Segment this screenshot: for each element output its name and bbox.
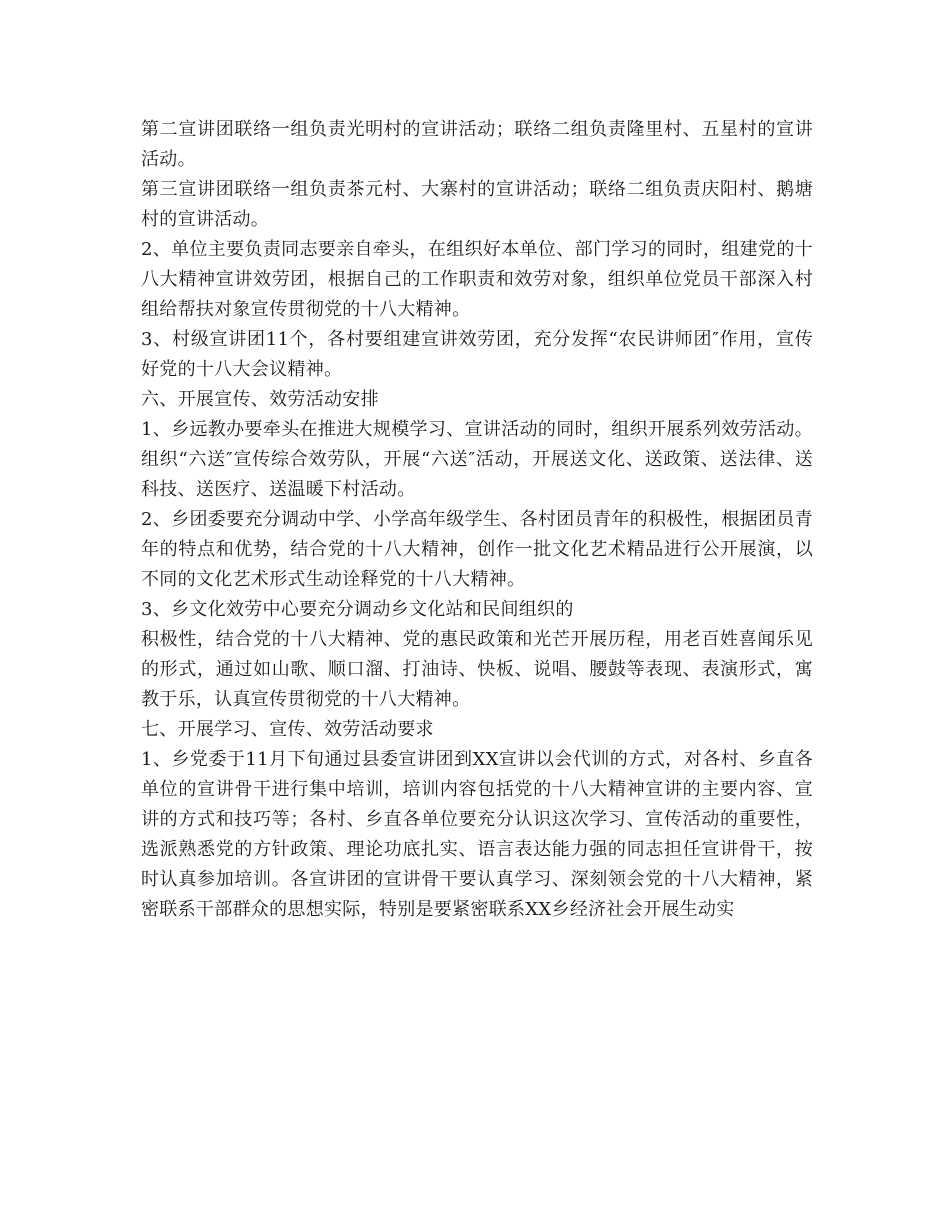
- paragraph-group3-liaison: 第三宣讲团联络一组负责茶元村、大寨村的宣讲活动；联络二组负责庆阳村、鹅塘村的宣讲活动。: [141, 179, 813, 230]
- section-heading-seven: 七、开展学习、宣传、效劳活动要求: [141, 719, 434, 740]
- paragraph-group2-liaison: 第二宣讲团联络一组负责光明村的宣讲活动；联络二组负责隆里村、五星村的宣讲活动。: [141, 119, 813, 170]
- paragraph-six-item-3-cont: 积极性，结合党的十八大精神、党的惠民政策和光芒开展历程，用老百姓喜闻乐见的形式，通过如山歌、顺口溜、打油诗、快板、说唱、腰鼓等表现、表演形式，寓教于乐，认真宣传贯彻党的十八大精神。: [141, 629, 813, 710]
- paragraph-unit-leaders: 2、单位主要负责同志要亲自牵头，在组织好本单位、部门学习的同时，组建党的十八大精神宣讲效劳团，根据自己的工作职责和效劳对象，组织单位党员干部深入村组给帮扶对象宣传贯彻党的十八大精神。: [141, 239, 813, 320]
- section-heading-six: 六、开展宣传、效劳活动安排: [141, 389, 379, 410]
- paragraph-six-item-1: 1、乡远教办要牵头在推进大规模学习、宣讲活动的同时，组织开展系列效劳活动。组织“六送″宣传综合效劳队，开展“六送″活动，开展送文化、送政策、送法律、送科技、送医疗、送温暖下村活动。: [141, 419, 813, 500]
- paragraph-seven-item-1: 1、乡党委于11月下旬通过县委宣讲团到XX宣讲以会代训的方式，对各村、乡直各单位的宣讲骨干进行集中培训，培训内容包括党的十八大精神宣讲的主要内容、宣讲的方式和技巧等；各村、乡直各单位要充分认识这次学习、宣传活动的重要性，选派熟悉党的方针政策、理论功底扎实、语言表达能力强的同志担任宣讲骨干，按时认真参加培训。各宣讲团的宣讲骨干要认真学习、深刻领会党的十八大精神，紧密联系干部群众的思想实际，特别是要紧密联系XX乡经济社会开展生动实: [141, 749, 813, 920]
- paragraph-six-item-3: 3、乡文化效劳中心要充分调动乡文化站和民间组织的: [141, 599, 574, 620]
- paragraph-six-item-2: 2、乡团委要充分调动中学、小学高年级学生、各村团员青年的积极性，根据团员青年的特点和优势，结合党的十八大精神，创作一批文化艺术精品进行公开展演，以不同的文化艺术形式生动诠释党的十八大精神。: [141, 509, 813, 590]
- document-body: [141, 115, 813, 925]
- paragraph-village-groups: 3、村级宣讲团11个，各村要组建宣讲效劳团，充分发挥“农民讲师团″作用，宣传好党的十八大会议精神。: [141, 329, 813, 380]
